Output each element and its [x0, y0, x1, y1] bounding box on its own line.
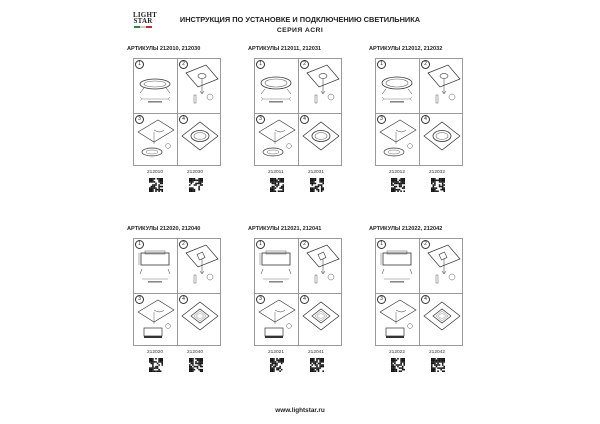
step-number: 4 — [179, 295, 188, 304]
article-numbers: АРТИКУЛЫ 212020, 212040 — [127, 226, 201, 232]
product-code: 212011 — [268, 170, 284, 175]
step-number: 2 — [421, 240, 430, 249]
step-3-diagram — [134, 294, 177, 347]
product-code: 212031 — [308, 170, 325, 175]
step-4-diagram — [420, 114, 463, 167]
logo-line-1: LIGHT — [133, 11, 157, 19]
product-code: 212022 — [389, 350, 406, 355]
step-number: 2 — [179, 60, 188, 69]
step-1-diagram — [255, 59, 298, 112]
step-1-diagram — [376, 59, 419, 112]
qr-code-icon[interactable] — [310, 358, 324, 372]
step-number: 4 — [421, 115, 430, 124]
step-number: 2 — [421, 60, 430, 69]
step-1-diagram — [134, 59, 177, 112]
step-1-diagram — [376, 239, 419, 292]
product-code: 212032 — [429, 170, 446, 175]
step-3-diagram — [376, 294, 419, 347]
step-grid — [133, 238, 221, 346]
step-3-diagram — [255, 294, 298, 347]
step-number: 4 — [300, 295, 309, 304]
step-number: 3 — [135, 295, 144, 304]
qr-code-icon[interactable] — [391, 178, 405, 192]
step-1-diagram — [255, 239, 298, 292]
product-code: 212010 — [147, 170, 164, 175]
step-number: 1 — [377, 240, 386, 249]
qr-code-icon[interactable] — [189, 178, 203, 192]
step-2-diagram — [178, 239, 221, 292]
step-number: 3 — [256, 115, 265, 124]
step-number: 4 — [300, 115, 309, 124]
step-number: 1 — [256, 60, 265, 69]
qr-code-icon[interactable] — [431, 178, 445, 192]
product-code: 212030 — [187, 170, 204, 175]
step-4-diagram — [178, 294, 221, 347]
website-url[interactable]: www.lightstar.ru — [275, 407, 325, 414]
qr-code-icon[interactable] — [189, 358, 203, 372]
qr-code-icon[interactable] — [270, 178, 284, 192]
step-2-diagram — [299, 59, 342, 112]
step-grid — [254, 238, 342, 346]
step-4-diagram — [299, 294, 342, 347]
step-2-diagram — [420, 239, 463, 292]
product-code: 212012 — [389, 170, 406, 175]
series-subtitle: СЕРИЯ ACRI — [276, 27, 324, 34]
step-grid — [375, 238, 463, 346]
step-number: 2 — [300, 60, 309, 69]
article-numbers: АРТИКУЛЫ 212022, 212042 — [369, 226, 443, 232]
step-number: 1 — [135, 60, 144, 69]
page-title: ИНСТРУКЦИЯ ПО УСТАНОВКЕ И ПОДКЛЮЧЕНИЮ СВЕТИЛЬНИКА — [179, 15, 421, 24]
step-number: 1 — [256, 240, 265, 249]
product-code: 212040 — [187, 350, 204, 355]
step-number: 1 — [135, 240, 144, 249]
product-code: 212042 — [429, 350, 446, 355]
qr-code-icon[interactable] — [391, 358, 405, 372]
qr-code-icon[interactable] — [149, 358, 163, 372]
step-number: 4 — [421, 295, 430, 304]
product-code: 212021 — [268, 350, 285, 355]
article-numbers: АРТИКУЛЫ 212010, 212030 — [127, 46, 201, 52]
step-3-diagram — [255, 114, 298, 167]
qr-code-icon[interactable] — [310, 178, 324, 192]
article-numbers: АРТИКУЛЫ 212012, 212032 — [369, 46, 443, 52]
qr-code-icon[interactable] — [149, 178, 163, 192]
step-2-diagram — [299, 239, 342, 292]
qr-code-icon[interactable] — [431, 358, 445, 372]
article-numbers: АРТИКУЛЫ 212011, 212031 — [248, 46, 322, 52]
step-4-diagram — [299, 114, 342, 167]
product-code: 212041 — [308, 350, 325, 355]
step-grid — [375, 58, 463, 166]
step-3-diagram — [134, 114, 177, 167]
step-grid — [254, 58, 342, 166]
qr-code-icon[interactable] — [270, 358, 284, 372]
step-number: 3 — [377, 295, 386, 304]
step-3-diagram — [376, 114, 419, 167]
step-number: 4 — [179, 115, 188, 124]
step-number: 3 — [377, 115, 386, 124]
step-1-diagram — [134, 239, 177, 292]
step-number: 2 — [300, 240, 309, 249]
step-4-diagram — [178, 114, 221, 167]
logo-line-2: STAR — [133, 17, 153, 25]
product-code: 212020 — [147, 350, 164, 355]
step-number: 3 — [135, 115, 144, 124]
step-2-diagram — [178, 59, 221, 112]
article-numbers: АРТИКУЛЫ 212021, 212041 — [248, 226, 322, 232]
step-number: 1 — [377, 60, 386, 69]
step-number: 2 — [179, 240, 188, 249]
step-4-diagram — [420, 294, 463, 347]
step-number: 3 — [256, 295, 265, 304]
step-2-diagram — [420, 59, 463, 112]
step-grid — [133, 58, 221, 166]
